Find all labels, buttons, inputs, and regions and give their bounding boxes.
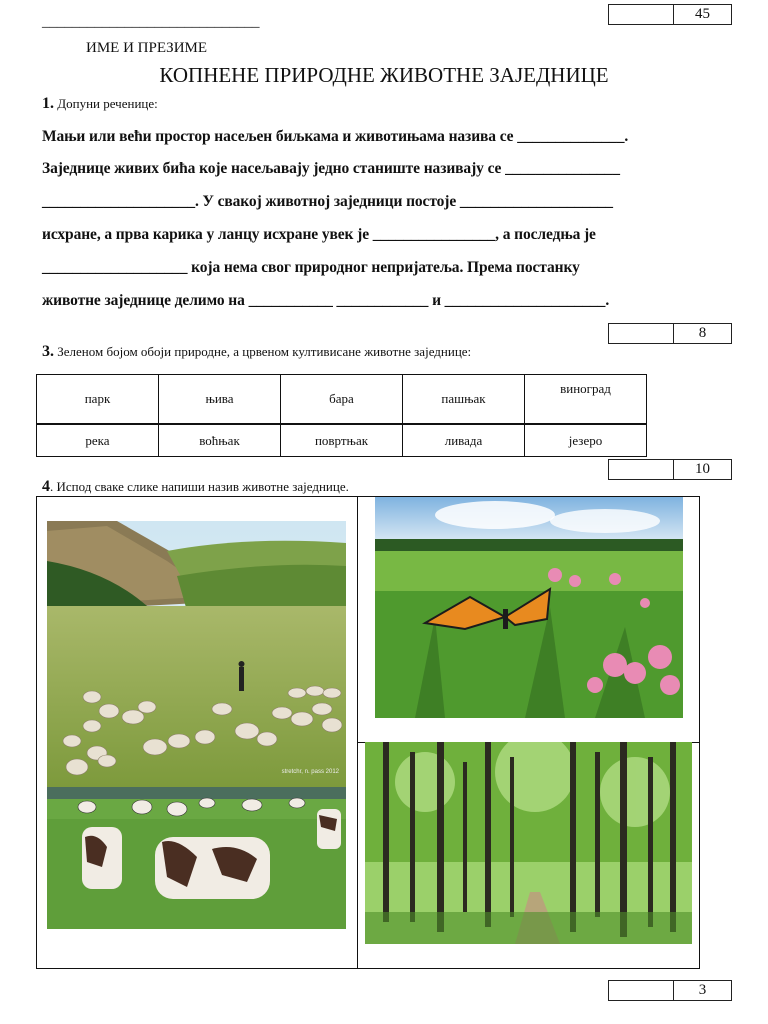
table-cell[interactable]: виноград (525, 375, 647, 425)
score-box-task1 (608, 323, 732, 344)
cows-meadow-illustration (47, 787, 346, 929)
photo-watermark: stretchr, n. pass 2012 (281, 769, 339, 775)
table-cell[interactable]: пашњак (403, 375, 525, 425)
score-blank-cell[interactable] (609, 324, 674, 343)
task1-heading (42, 95, 158, 113)
score-box-task4 (608, 980, 732, 1001)
table-cell[interactable]: језеро (525, 424, 647, 457)
table-row (37, 375, 647, 425)
task3-number: 3. (42, 343, 54, 360)
score-task4-value: 3 (698, 982, 707, 998)
photo-meadow-butterfly (375, 497, 683, 718)
task1-number: 1. (42, 95, 54, 112)
table-cell[interactable]: повртњак (281, 424, 403, 457)
score-box-task3 (608, 459, 732, 480)
name-line: _____________________________ (42, 14, 260, 30)
task1-instruction: Допуни реченице: (57, 96, 158, 111)
score-total-value: 45 (695, 6, 710, 22)
table-cell[interactable]: бара (281, 375, 403, 425)
photo-forest (365, 742, 692, 944)
score-task3-value: 10 (695, 461, 710, 477)
task1-line-3: ____________________. У свакој животној заједници постоје ____________________ (42, 193, 613, 210)
score-blank-cell[interactable] (609, 981, 674, 1000)
task4-heading (42, 478, 349, 496)
score-blank-cell[interactable] (609, 460, 674, 479)
task3-instruction: Зеленом бојом обоји природне, а црвеном култивисане животне заједнице: (57, 344, 472, 359)
table-cell[interactable]: река (37, 424, 159, 457)
score-box-total (608, 4, 732, 25)
table-cell[interactable]: ливада (403, 424, 525, 457)
task1-line-1: Мањи или већи простор насељен биљкама и животињама назива се ______________. (42, 128, 629, 145)
page-title: КОПНЕНЕ ПРИРОДНЕ ЖИВОТНЕ ЗАЈЕДНИЦЕ (159, 63, 609, 87)
score-blank-cell[interactable] (609, 5, 674, 24)
score-task1-value: 8 (698, 325, 707, 341)
forest-illustration (365, 742, 692, 944)
photo-cows-meadow (47, 787, 346, 929)
task1-line-6: животне заједнице делимо на ___________ ____________ и _____________________. (42, 292, 610, 309)
task1-line-2: Заједнице живих бића које насељавају једно станиште називају се _______________ (42, 160, 620, 177)
table-row (37, 424, 647, 457)
table-cell[interactable]: парк (37, 375, 159, 425)
task1-line-4: исхране, а прва карика у ланцу исхране увек је ________________, а последња је (42, 226, 596, 243)
table-cell[interactable]: њива (159, 375, 281, 425)
task1-line-5: ___________________ која нема свог природног непријатеља. Према постанку (42, 259, 580, 276)
photo-pasture-sheep (47, 521, 346, 787)
table-cell[interactable]: воћњак (159, 424, 281, 457)
meadow-butterfly-illustration (375, 497, 683, 718)
task4-instruction: . Испод сваке слике напиши назив животне заједнице. (50, 479, 349, 494)
pasture-sheep-illustration (47, 521, 346, 787)
task3-heading (42, 343, 471, 361)
task4-number: 4 (42, 478, 50, 495)
communities-table (36, 374, 647, 457)
name-label: ИМЕ И ПРЕЗИМЕ (86, 40, 208, 56)
